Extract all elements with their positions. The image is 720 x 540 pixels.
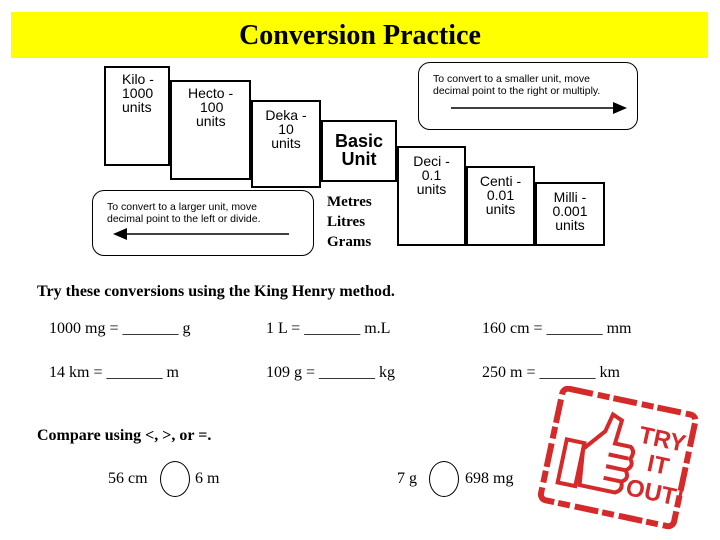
- note-smaller-unit: To convert to a smaller unit, move decimal point to the right or multiply.: [418, 62, 638, 130]
- arrow-right-icon: [449, 101, 629, 115]
- arrow-left-icon: [111, 227, 291, 241]
- svg-text:OUT!: OUT!: [623, 474, 687, 513]
- problem-6: 250 m = _______ km: [482, 364, 620, 381]
- problem-4: 14 km = _______ m: [49, 364, 179, 381]
- problem-3: 160 cm = _______ mm: [482, 320, 632, 337]
- compare-2-circle[interactable]: [429, 461, 459, 497]
- deka-step: Deka - 10 units: [251, 100, 321, 188]
- compare-instruction: Compare using <, >, or =.: [37, 427, 212, 444]
- note-larger-unit: To convert to a larger unit, move decimal point to the left or divide.: [92, 190, 314, 256]
- compare-1-right: 6 m: [195, 470, 220, 487]
- centi-step: Centi - 0.01 units: [466, 166, 535, 246]
- compare-2-right: 698 mg: [465, 470, 514, 487]
- svg-text:TRY: TRY: [636, 421, 689, 458]
- svg-text:IT: IT: [644, 449, 672, 481]
- kilo-step: Kilo - 1000 units: [104, 66, 170, 166]
- compare-1-left: 56 cm: [108, 470, 148, 487]
- problem-2: 1 L = _______ m.L: [266, 320, 391, 337]
- basic-unit-step: Basic Unit: [321, 120, 397, 182]
- milli-step: Milli - 0.001 units: [535, 182, 605, 246]
- page-title: Conversion Practice: [239, 20, 481, 51]
- problem-1: 1000 mg = _______ g: [49, 320, 191, 337]
- try-it-out-stamp: [528, 386, 704, 530]
- compare-1-circle[interactable]: [160, 461, 190, 497]
- base-units-list: Metres Litres Grams: [327, 194, 372, 250]
- conversion-instruction: Try these conversions using the King Henry method.: [37, 283, 395, 300]
- compare-2-left: 7 g: [397, 470, 417, 487]
- problem-5: 109 g = _______ kg: [266, 364, 396, 381]
- hecto-step: Hecto - 100 units: [170, 80, 251, 180]
- deci-step: Deci - 0.1 units: [397, 146, 466, 246]
